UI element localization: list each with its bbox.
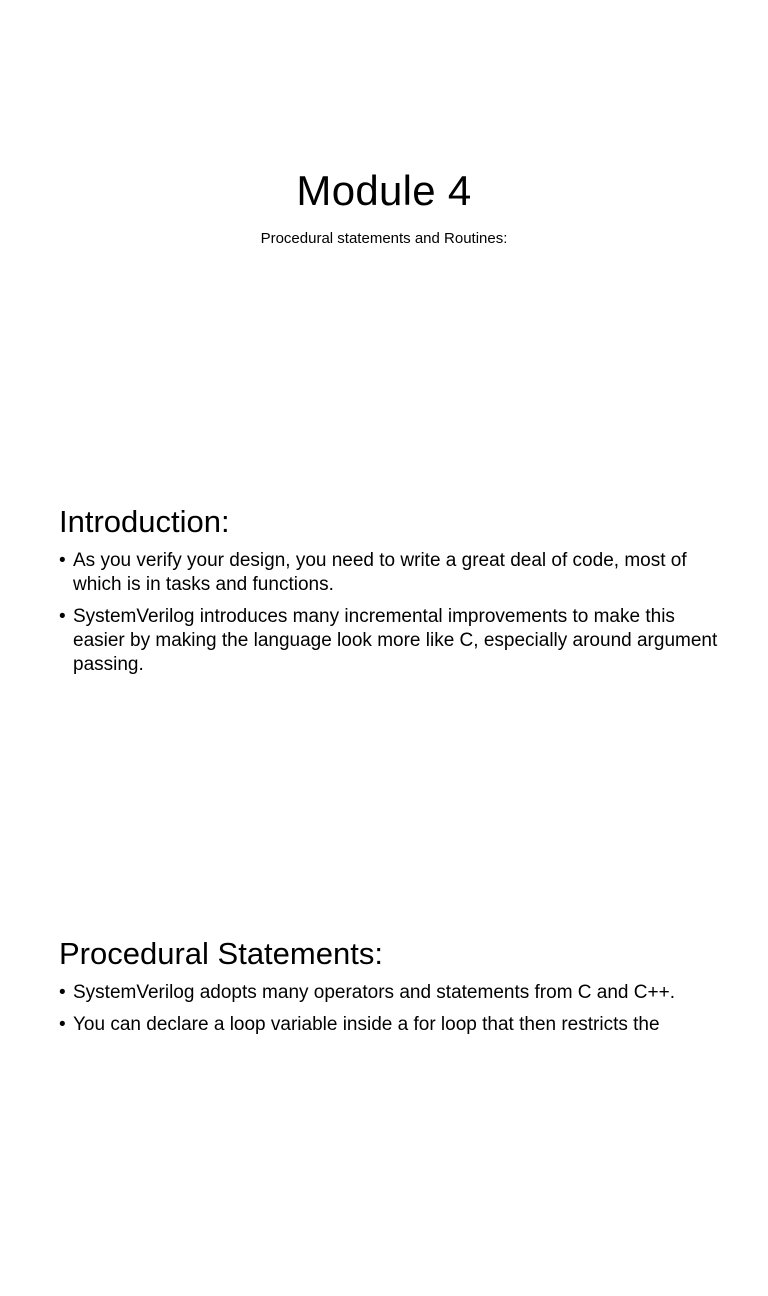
title-slide	[0, 0, 768, 432]
procedural-bullet-list	[59, 981, 719, 1045]
procedural-statements-heading: Procedural Statements:	[59, 935, 383, 971]
bullet-marker: •	[59, 1014, 66, 1035]
bullet-text: SystemVerilog introduces many incremental improvements to make this easier by making the language look more like C, especially around argument passing.	[73, 606, 718, 675]
bullet-marker: •	[59, 982, 66, 1003]
introduction-slide	[0, 432, 768, 864]
introduction-heading: Introduction:	[59, 503, 230, 539]
bullet-text: SystemVerilog adopts many operators and statements from C and C++.	[73, 982, 675, 1003]
bullet-marker: •	[59, 606, 66, 627]
bullet-item	[59, 1013, 719, 1037]
bullet-item	[59, 981, 719, 1005]
bullet-item	[59, 605, 719, 677]
bullet-text: As you verify your design, you need to write a great deal of code, most of which is in tasks and functions.	[73, 550, 687, 595]
bullet-marker: •	[59, 550, 66, 571]
slide-subtitle: Procedural statements and Routines:	[260, 230, 508, 247]
bullet-item	[59, 549, 719, 597]
introduction-bullet-list	[59, 549, 719, 685]
procedural-statements-slide	[0, 864, 768, 1296]
slide-title: Module 4	[296, 167, 472, 214]
bullet-text: You can declare a loop variable inside a for loop that then restricts the	[73, 1014, 660, 1035]
